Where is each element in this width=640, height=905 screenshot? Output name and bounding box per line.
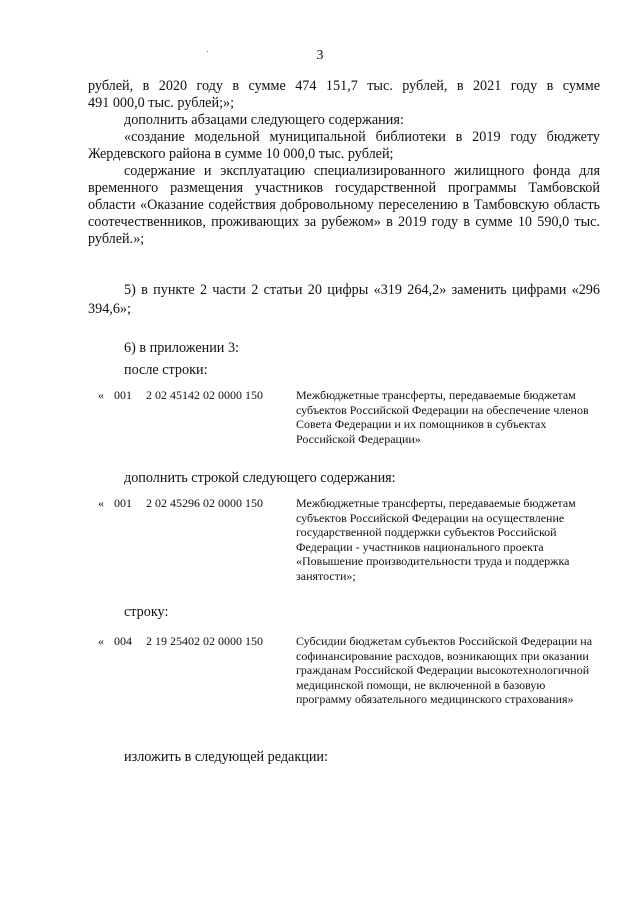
row-category: 001: [114, 496, 132, 510]
row-code: 2 02 45142 02 0000 150: [146, 388, 263, 402]
paragraph-add-intro: дополнить абзацами следующего содержания:: [124, 112, 404, 128]
paragraph-budget-years: рублей, в 2020 году в сумме 474 151,7 тыс. рублей, в 2021 году в сумме: [88, 78, 600, 94]
row-category: 001: [114, 388, 132, 402]
item-5-text: 5) в пункте 2 части 2 статьи 20 цифры «319 264,2» заменить цифрами «296 394,6»;: [88, 282, 600, 317]
add-row-label: дополнить строкой следующего содержания:: [124, 470, 396, 486]
scan-speck: [207, 51, 208, 52]
row-open-quote: «: [98, 634, 104, 648]
after-row-label: после строки:: [124, 362, 208, 378]
row-description: Субсидии бюджетам субъектов Российской Федерации на софинансирование расходов, возникающих при оказании гражданам Российской Федерации высокотехнологичной медицинской помощи, не включенной в базовую программу обязательного медицинского страхования»: [296, 634, 593, 706]
row-description: Межбюджетные трансферты, передаваемые бюджетам субъектов Российской Федерации на обеспечение членов Совета Федерации и их помощников в субъектах Российской Федерации»: [296, 388, 589, 446]
row-category: 004: [114, 634, 132, 648]
item-5: [88, 281, 600, 319]
page-number: 3: [316, 48, 324, 63]
paragraph-library: «создание модельной муниципальной библиотеки в 2019 году бюджету Жердевского района в сумме 10 000,0 тыс. рублей;: [88, 129, 600, 162]
paragraph-housing: содержание и эксплуатацию специализированного жилищного фонда для временного размещения участников государственной программы Тамбовской области «Оказание содействия добровольному переселению в Тамбовскую область соотечественников, проживающих за рубежом» в 2019 году в сумме 10 590,0 тыс. рублей.»;: [88, 163, 600, 247]
row-description: Межбюджетные трансферты, передаваемые бюджетам субъектов Российской Федерации на осуществление государственной поддержки субъектов Российской Федерации - участников национального проекта «Повышение производительности труда и поддержка занятости»;: [296, 496, 576, 583]
paragraph-budget-end: 491 000,0 тыс. рублей;»;: [88, 95, 235, 111]
row-label: строку:: [124, 604, 169, 620]
row-code: 2 19 25402 02 0000 150: [146, 634, 263, 648]
row-code: 2 02 45296 02 0000 150: [146, 496, 263, 510]
item-6: 6) в приложении 3:: [124, 340, 239, 356]
row-open-quote: «: [98, 388, 104, 402]
final-label: изложить в следующей редакции:: [124, 749, 328, 765]
row-open-quote: «: [98, 496, 104, 510]
amendment-text-block: [88, 78, 600, 248]
